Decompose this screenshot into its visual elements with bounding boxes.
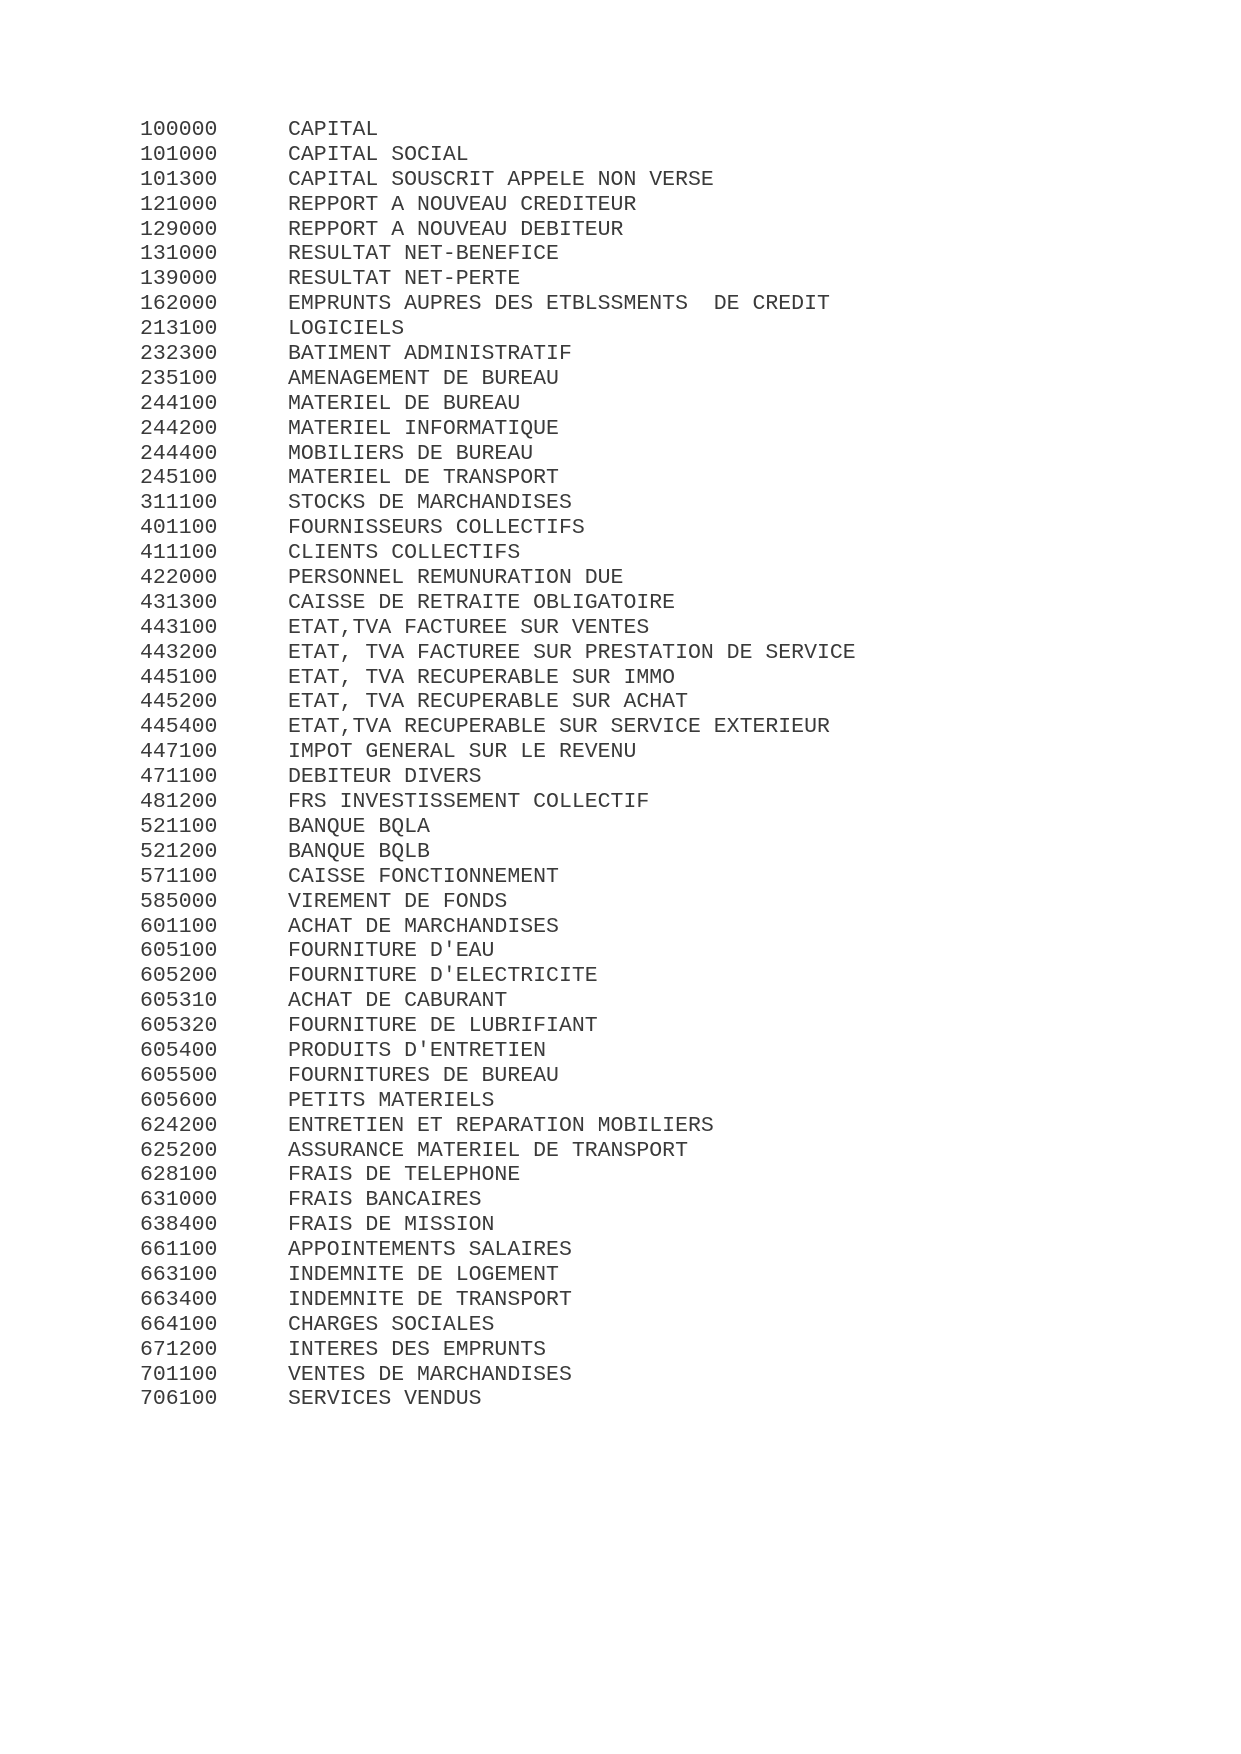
- account-label: CAPITAL SOUSCRIT APPELE NON VERSE: [288, 167, 714, 192]
- account-label: VENTES DE MARCHANDISES: [288, 1362, 572, 1387]
- account-label: MATERIEL DE TRANSPORT: [288, 466, 559, 491]
- account-code: 481200: [140, 790, 218, 815]
- account-code: 521100: [140, 814, 218, 839]
- account-code: 129000: [140, 217, 218, 242]
- account-code: 162000: [140, 292, 218, 317]
- account-code: 411100: [140, 541, 218, 566]
- account-code: 671200: [140, 1337, 218, 1362]
- account-label: CAISSE FONCTIONNEMENT: [288, 864, 559, 889]
- account-code: 624200: [140, 1113, 218, 1138]
- account-label: CHARGES SOCIALES: [288, 1312, 495, 1337]
- account-code: 245100: [140, 466, 218, 491]
- account-code: 605400: [140, 1038, 218, 1063]
- account-code: 628100: [140, 1163, 218, 1188]
- account-code: 605100: [140, 939, 218, 964]
- account-label: FOURNITURES DE BUREAU: [288, 1063, 559, 1088]
- account-label: CAISSE DE RETRAITE OBLIGATOIRE: [288, 590, 676, 615]
- account-label: IMPOT GENERAL SUR LE REVENU: [288, 740, 637, 765]
- account-code: 401100: [140, 516, 218, 541]
- account-label: ACHAT DE MARCHANDISES: [288, 914, 559, 939]
- account-code: 139000: [140, 267, 218, 292]
- account-code: 101300: [140, 167, 218, 192]
- account-code: 571100: [140, 864, 218, 889]
- account-code: 244100: [140, 391, 218, 416]
- account-label: EMPRUNTS AUPRES DES ETBLSSMENTS DE CREDIT: [288, 292, 830, 317]
- account-code: 311100: [140, 491, 218, 516]
- account-label: BANQUE BQLA: [288, 814, 430, 839]
- account-code: 663100: [140, 1262, 218, 1287]
- account-label: INDEMNITE DE TRANSPORT: [288, 1287, 572, 1312]
- account-code: 605500: [140, 1063, 218, 1088]
- account-code: 244400: [140, 441, 218, 466]
- account-label: MATERIEL DE BUREAU: [288, 391, 521, 416]
- account-label: FOURNITURE D'EAU: [288, 939, 495, 964]
- account-label: RESULTAT NET-BENEFICE: [288, 242, 559, 267]
- account-label: CLIENTS COLLECTIFS: [288, 541, 521, 566]
- account-label: ETAT, TVA RECUPERABLE SUR IMMO: [288, 665, 676, 690]
- account-label: DEBITEUR DIVERS: [288, 765, 482, 790]
- account-label: CAPITAL SOCIAL: [288, 142, 469, 167]
- account-code: 235100: [140, 366, 218, 391]
- account-code: 706100: [140, 1387, 218, 1412]
- account-label: VIREMENT DE FONDS: [288, 889, 508, 914]
- account-code: 625200: [140, 1138, 218, 1163]
- account-code: 121000: [140, 192, 218, 217]
- account-label: BANQUE BQLB: [288, 839, 430, 864]
- account-label: MATERIEL INFORMATIQUE: [288, 416, 559, 441]
- account-label: RESULTAT NET-PERTE: [288, 267, 521, 292]
- account-code: 663400: [140, 1287, 218, 1312]
- account-label: FRAIS DE MISSION: [288, 1213, 495, 1238]
- account-label: ENTRETIEN ET REPARATION MOBILIERS: [288, 1113, 714, 1138]
- account-label: AMENAGEMENT DE BUREAU: [288, 366, 559, 391]
- account-label: FOURNITURE DE LUBRIFIANT: [288, 1014, 598, 1039]
- account-label: REPPORT A NOUVEAU DEBITEUR: [288, 217, 624, 242]
- account-label: MOBILIERS DE BUREAU: [288, 441, 534, 466]
- account-label: APPOINTEMENTS SALAIRES: [288, 1238, 572, 1263]
- account-label: LOGICIELS: [288, 317, 405, 342]
- account-label: STOCKS DE MARCHANDISES: [288, 491, 572, 516]
- account-label: FRAIS BANCAIRES: [288, 1188, 482, 1213]
- account-code: 445400: [140, 715, 218, 740]
- account-code: 471100: [140, 765, 218, 790]
- account-code: 244200: [140, 416, 218, 441]
- account-label: PETITS MATERIELS: [288, 1088, 495, 1113]
- account-code: 605200: [140, 964, 218, 989]
- account-label: FRAIS DE TELEPHONE: [288, 1163, 521, 1188]
- account-code: 422000: [140, 566, 218, 591]
- account-code: 631000: [140, 1188, 218, 1213]
- account-code: 431300: [140, 590, 218, 615]
- account-code: 232300: [140, 342, 218, 367]
- account-label: FOURNISSEURS COLLECTIFS: [288, 516, 585, 541]
- account-code: 521200: [140, 839, 218, 864]
- account-label: BATIMENT ADMINISTRATIF: [288, 342, 572, 367]
- account-label: FRS INVESTISSEMENT COLLECTIF: [288, 790, 650, 815]
- account-label: ETAT, TVA FACTUREE SUR PRESTATION DE SERVICE: [288, 640, 856, 665]
- account-code: 664100: [140, 1312, 218, 1337]
- account-label: CAPITAL: [288, 118, 379, 142]
- account-code: 443100: [140, 615, 218, 640]
- account-label: ETAT,TVA FACTUREE SUR VENTES: [288, 615, 650, 640]
- account-label: ACHAT DE CABURANT: [288, 989, 508, 1014]
- account-label: ETAT, TVA RECUPERABLE SUR ACHAT: [288, 690, 688, 715]
- account-code: 101000: [140, 142, 218, 167]
- account-label: PERSONNEL REMUNURATION DUE: [288, 566, 624, 591]
- account-code: 638400: [140, 1213, 218, 1238]
- account-code: 661100: [140, 1238, 218, 1263]
- account-code: 445100: [140, 665, 218, 690]
- account-label: REPPORT A NOUVEAU CREDITEUR: [288, 192, 637, 217]
- account-code: 100000: [140, 118, 218, 142]
- account-label: FOURNITURE D'ELECTRICITE: [288, 964, 598, 989]
- account-code: 131000: [140, 242, 218, 267]
- account-code: 601100: [140, 914, 218, 939]
- account-code: 605310: [140, 989, 218, 1014]
- account-code: 585000: [140, 889, 218, 914]
- account-code: 701100: [140, 1362, 218, 1387]
- account-label: INTERES DES EMPRUNTS: [288, 1337, 547, 1362]
- account-label: ASSURANCE MATERIEL DE TRANSPORT: [288, 1138, 688, 1163]
- account-code: 443200: [140, 640, 218, 665]
- account-label: INDEMNITE DE LOGEMENT: [288, 1262, 559, 1287]
- account-code: 605320: [140, 1014, 218, 1039]
- account-code: 447100: [140, 740, 218, 765]
- account-label: ETAT,TVA RECUPERABLE SUR SERVICE EXTERIEUR: [288, 715, 830, 740]
- account-label: PRODUITS D'ENTRETIEN: [288, 1038, 547, 1063]
- account-code: 605600: [140, 1088, 218, 1113]
- account-label: SERVICES VENDUS: [288, 1387, 482, 1412]
- account-code: 445200: [140, 690, 218, 715]
- account-code: 213100: [140, 317, 218, 342]
